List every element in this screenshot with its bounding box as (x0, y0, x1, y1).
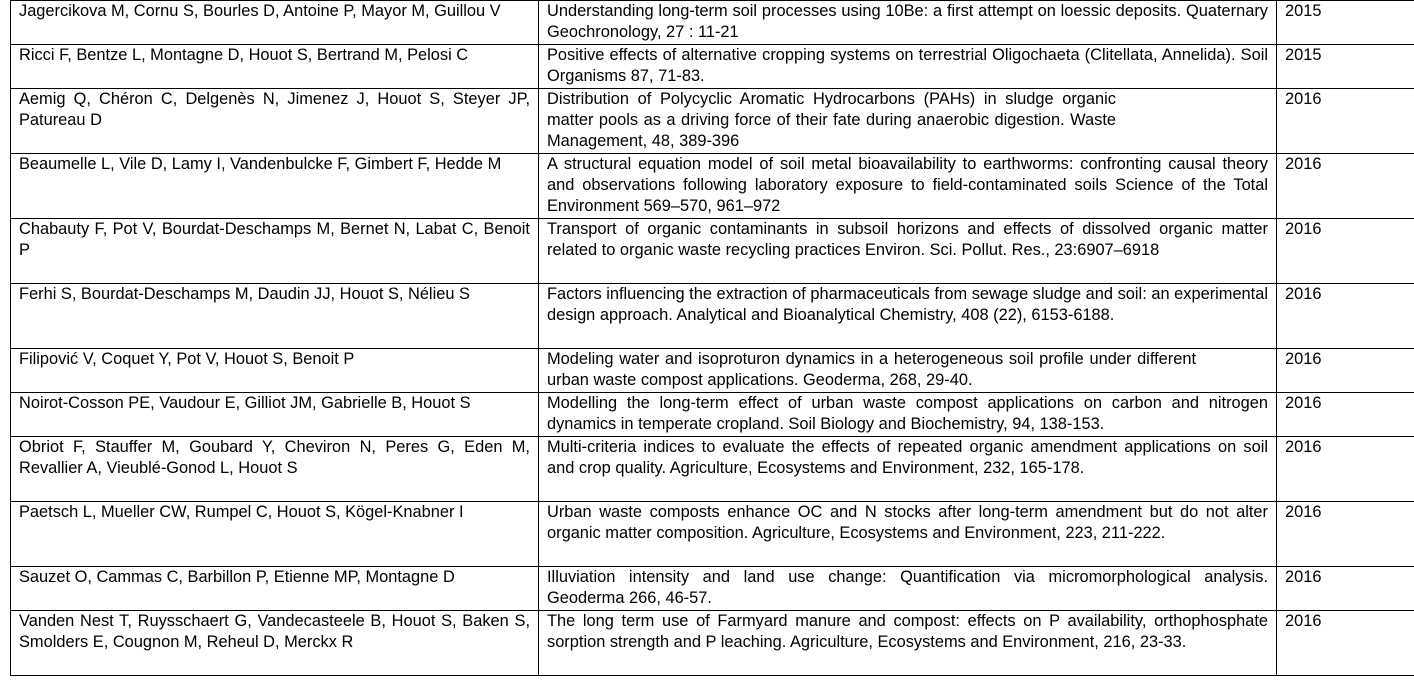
authors-cell: Beaumelle L, Vile D, Lamy I, Vandenbulcke F, Gimbert F, Hedde M (11, 154, 539, 219)
year-cell: 2016 (1277, 393, 1414, 437)
title-cell: Modelling the long-term effect of urban waste compost applications on carbon and nitrogen dynamics in temperate cropland. Soil Biology and Biochemistry, 94, 138-153. (539, 393, 1277, 437)
table-row (11, 502, 1414, 567)
authors-cell: Paetsch L, Mueller CW, Rumpel C, Houot S, Kögel-Knabner I (11, 502, 539, 567)
year-cell: 2016 (1277, 219, 1414, 284)
table-row (11, 567, 1414, 611)
table-row (11, 437, 1414, 502)
year-cell: 2016 (1277, 437, 1414, 502)
authors-cell: Obriot F, Stauffer M, Goubard Y, Cheviron N, Peres G, Eden M, Revallier A, Vieublé-Gonod L, Houot S (11, 437, 539, 502)
references-table (10, 0, 1414, 676)
year-cell: 2015 (1277, 1, 1414, 45)
year-cell: 2015 (1277, 45, 1414, 89)
year-cell: 2016 (1277, 611, 1414, 676)
authors-cell: Ferhi S, Bourdat-Deschamps M, Daudin JJ, Houot S, Nélieu S (11, 284, 539, 349)
authors-cell: Jagercikova M, Cornu S, Bourles D, Antoine P, Mayor M, Guillou V (11, 1, 539, 45)
table-row (11, 349, 1414, 393)
title-cell: Distribution of Polycyclic Aromatic Hydrocarbons (PAHs) in sludge organic matter pools as a driving force of their fate during anaerobic digestion. Waste Management, 48, 389-396 (539, 89, 1277, 154)
authors-cell: Aemig Q, Chéron C, Delgenès N, Jimenez J, Houot S, Steyer JP, Patureau D (11, 89, 539, 154)
title-cell: Transport of organic contaminants in subsoil horizons and effects of dissolved organic matter related to organic waste recycling practices Environ. Sci. Pollut. Res., 23:6907–6918 (539, 219, 1277, 284)
title-cell: Modeling water and isoproturon dynamics in a heterogeneous soil profile under different urban waste compost applications. Geoderma, 268, 29-40. (539, 349, 1277, 393)
table-row (11, 1, 1414, 45)
year-cell: 2016 (1277, 154, 1414, 219)
table-row (11, 219, 1414, 284)
authors-cell: Ricci F, Bentze L, Montagne D, Houot S, Bertrand M, Pelosi C (11, 45, 539, 89)
title-cell: Illuviation intensity and land use change: Quantification via micromorphological analysis. Geoderma 266, 46-57. (539, 567, 1277, 611)
table-row (11, 154, 1414, 219)
title-cell: The long term use of Farmyard manure and compost: effects on P availability, orthophosphate sorption strength and P leaching. Agriculture, Ecosystems and Environment, 216, 23-33. (539, 611, 1277, 676)
year-cell: 2016 (1277, 349, 1414, 393)
table-row (11, 611, 1414, 676)
authors-cell: Sauzet O, Cammas C, Barbillon P, Etienne MP, Montagne D (11, 567, 539, 611)
table-row (11, 45, 1414, 89)
year-cell: 2016 (1277, 89, 1414, 154)
authors-cell: Noirot-Cosson PE, Vaudour E, Gilliot JM, Gabrielle B, Houot S (11, 393, 539, 437)
year-cell: 2016 (1277, 567, 1414, 611)
title-cell: Multi-criteria indices to evaluate the effects of repeated organic amendment applications on soil and crop quality. Agriculture, Ecosystems and Environment, 232, 165-178. (539, 437, 1277, 502)
title-cell: Understanding long-term soil processes using 10Be: a first attempt on loessic deposits. Quaternary Geochronology, 27 : 11-21 (539, 1, 1277, 45)
table-row (11, 284, 1414, 349)
authors-cell: Filipović V, Coquet Y, Pot V, Houot S, Benoit P (11, 349, 539, 393)
table-row (11, 393, 1414, 437)
title-cell: A structural equation model of soil metal bioavailability to earthworms: confronting causal theory and observations following laboratory exposure to field-contaminated soils Science of the Total Environment 569–570, 961–972 (539, 154, 1277, 219)
title-cell: Factors influencing the extraction of pharmaceuticals from sewage sludge and soil: an experimental design approach. Analytical and Bioanalytical Chemistry, 408 (22), 6153-6188. (539, 284, 1277, 349)
year-cell: 2016 (1277, 284, 1414, 349)
year-cell: 2016 (1277, 502, 1414, 567)
title-cell: Urban waste composts enhance OC and N stocks after long-term amendment but do not alter organic matter composition. Agriculture, Ecosystems and Environment, 223, 211-222. (539, 502, 1277, 567)
authors-cell: Vanden Nest T, Ruysschaert G, Vandecasteele B, Houot S, Baken S, Smolders E, Cougnon M, Reheul D, Merckx R (11, 611, 539, 676)
table-row (11, 89, 1414, 154)
authors-cell: Chabauty F, Pot V, Bourdat-Deschamps M, Bernet N, Labat C, Benoit P (11, 219, 539, 284)
title-cell: Positive effects of alternative cropping systems on terrestrial Oligochaeta (Clitellata, Annelida). Soil Organisms 87, 71-83. (539, 45, 1277, 89)
